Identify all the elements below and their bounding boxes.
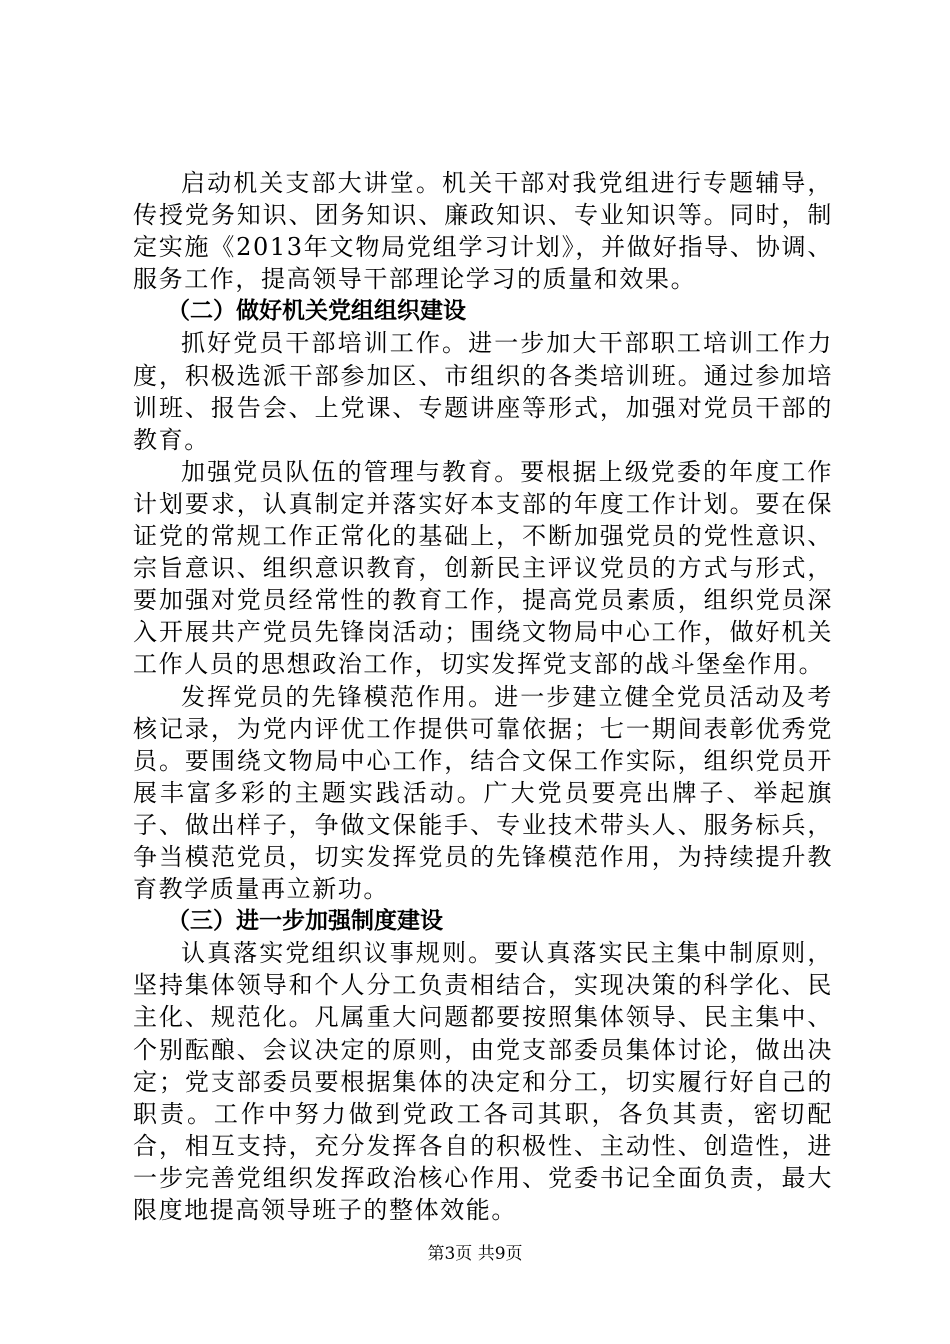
paragraph-member-management: 加强党员队伍的管理与教育。要根据上级党委的年度工作计划要求，认真制定并落实好本支部的年度工作计划。要在保证党的常规工作正常化的基础上，不断加强党员的党性意识、宗旨意识、组织意识教育，创新民主评议党员的方式与形式，要加强对党员经常性的教育工作，提高党员素质，组织党员深入开展共产党员先锋岗活动；围绕文物局中心工作，做好机关工作人员的思想政治工作，切实发挥党支部的战斗堡垒作用。 xyxy=(133,457,833,679)
section-heading-system: （三）进一步加强制度建设 xyxy=(167,908,443,935)
paragraph-training: 抓好党员干部培训工作。进一步加大干部职工培训工作力度，积极选派干部参加区、市组织的各类培训班。通过参加培训班、报告会、上党课、专题讲座等形式，加强对党员干部的教育。 xyxy=(133,329,833,454)
document-body xyxy=(0,167,950,1226)
paragraph-vanguard-role: 发挥党员的先锋模范作用。进一步建立健全党员活动及考核记录，为党内评优工作提供可靠依据；七一期间表彰优秀党员。要围绕文物局中心工作，结合文保工作实际，组织党员开展丰富多彩的主题实践活动。广大党员要亮出牌子、举起旗子、做出样子，争做文保能手、专业技术带头人、服务标兵，争当模范党员，切实发挥党员的先锋模范作用，为持续提升教育教学质量再立新功。 xyxy=(133,682,833,904)
section-heading-organization: （二）做好机关党组组织建设 xyxy=(167,298,466,325)
page-number-footer: 第3页 共9页 xyxy=(427,1244,523,1264)
paragraph-lecture-hall: 启动机关支部大讲堂。机关干部对我党组进行专题辅导，传授党务知识、团务知识、廉政知识、专业知识等。同时，制定实施《2013年文物局党组学习计划》，并做好指导、协调、服务工作，提高领导干部理论学习的质量和效果。 xyxy=(133,169,833,294)
paragraph-rules: 认真落实党组织议事规则。要认真落实民主集中制原则，坚持集体领导和个人分工负责相结合，实现决策的科学化、民主化、规范化。凡属重大问题都要按照集体领导、民主集中、个别酝酿、会议决定的原则，由党支部委员集体讨论，做出决定；党支部委员要根据集体的决定和分工，切实履行好自己的职责。工作中努力做到党政工各司其职，各负其责，密切配合，相互支持，充分发挥各自的积极性、主动性、创造性，进一步完善党组织发挥政治核心作用、党委书记全面负责，最大限度地提高领导班子的整体效能。 xyxy=(133,939,833,1224)
